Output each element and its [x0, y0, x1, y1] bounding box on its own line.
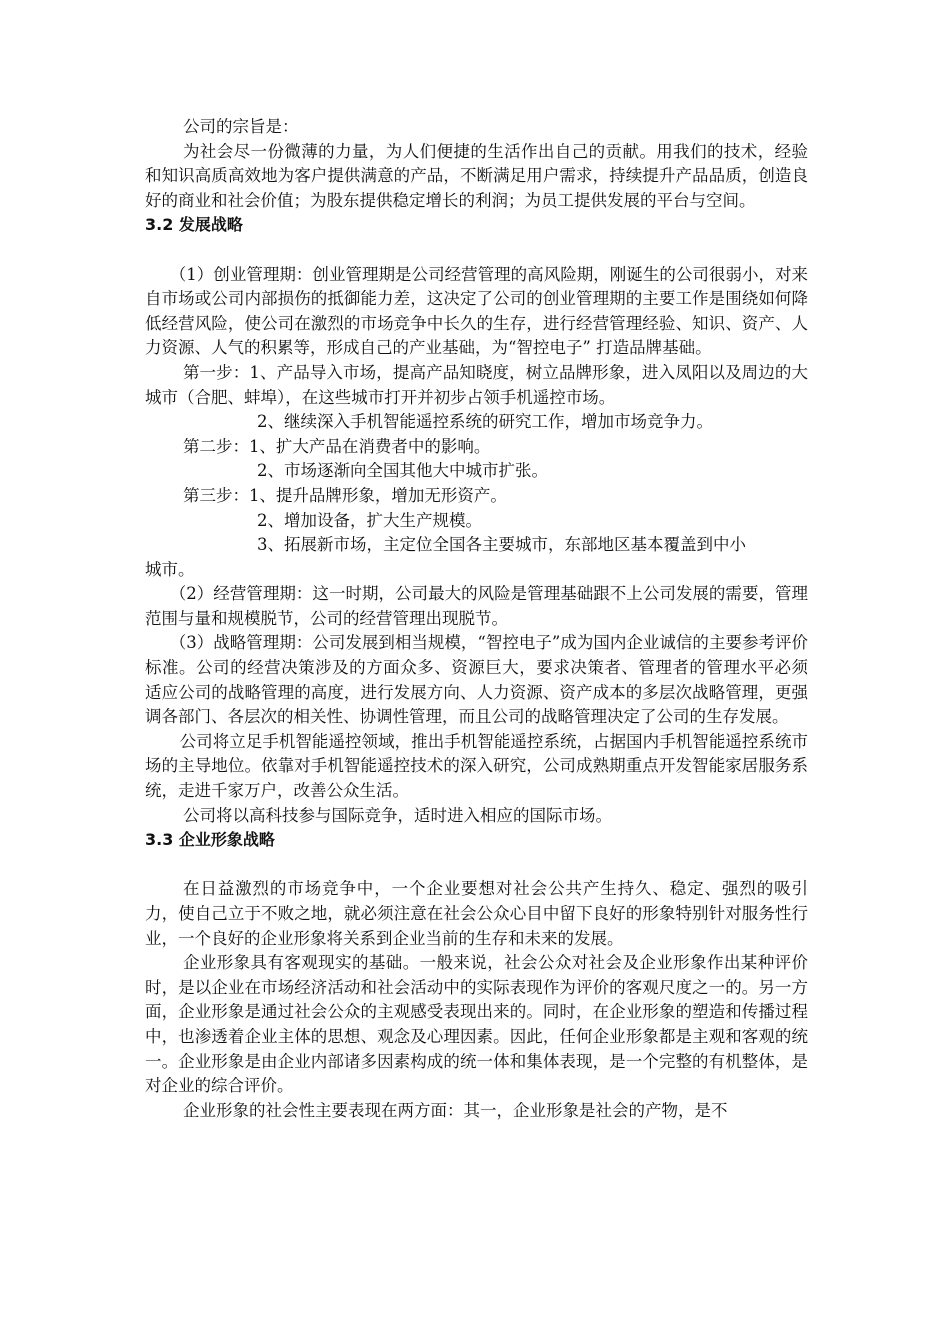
- paragraph-market-focus: 公司将立足手机智能遥控领域，推出手机智能遥控系统，占据国内手机智能遥控系统市场的主导地位。依靠对手机智能遥控技术的深入研究，公司成熟期重点开发智能家居服务系统，走进千家万户，改善公众生活。: [145, 731, 808, 801]
- step-2-item-2: 2、市场逐渐向全国其他大中城市扩张。: [257, 461, 548, 481]
- spacer: [145, 238, 808, 263]
- paragraph-startup-phase: （1）创业管理期：创业管理期是公司经营管理的高风险期，刚诞生的公司很弱小，对来自市场或公司内部损伤的抵御能力差，这决定了公司的创业管理期的主要工作是围绕如何降低经营风险，使公司在激烈的市场竞争中长久的生存，进行经营管理经验、知识、资产、人力资源、人气的积累等，形成自己的产业基础，为“智控电子” 打造品牌基础。: [145, 264, 808, 358]
- section-heading-3-3: 3.3 企业形象战略: [145, 830, 275, 850]
- paragraph-image-basis: 企业形象具有客观现实的基础。一般来说，社会公众对社会及企业形象作出某种评价时，是以企业在市场经济活动和社会活动中的实际表现作为评价的客观尺度之一的。另一方面，企业形象是通过社会公众的主观感受表现出来的。同时，在企业形象的塑造和传播过程中，也渗透着企业主体的思想、观念及心理因素。因此，任何企业形象都是主观和客观的统一。企业形象是由企业内部诸多因素构成的统一体和集体表现，是一个完整的有机整体，是对企业的综合评价。: [145, 953, 808, 1096]
- mission-label: 公司的宗旨是：: [182, 117, 299, 136]
- step-2-item-1: 第二步：1、扩大产品在消费者中的影响。: [182, 436, 491, 456]
- step-3-item-3: 3、拓展新市场，主定位全国各主要城市，东部地区基本覆盖到中小: [257, 535, 746, 555]
- step-3-item-3-continued: 城市。: [145, 559, 195, 579]
- mission-paragraph: 为社会尽一份微薄的力量，为人们便捷的生活作出自己的贡献。用我们的技术，经验和知识高质高效地为客户提供满意的产品，不断满足用户需求，持续提升产品品质，创造良好的商业和社会价值；为股东提供稳定增长的利润；为员工提供发展的平台与空间。: [145, 141, 808, 210]
- step-1-item-1: 第一步：1、产品导入市场，提高产品知晓度，树立品牌形象，进入凤阳以及周边的大城市（合肥、蚌埠），在这些城市打开并初步占领手机遥控市场。: [145, 362, 808, 407]
- section-heading-3-2: 3.2 发展战略: [145, 215, 243, 235]
- paragraph-operation-phase: （2）经营管理期：这一时期，公司最大的风险是管理基础跟不上公司发展的需要，管理范围与量和规模脱节，公司的经营管理出现脱节。: [145, 584, 808, 628]
- spacer: [145, 853, 808, 878]
- step-1-item-2: 2、继续深入手机智能遥控系统的研究工作，增加市场竞争力。: [257, 412, 713, 432]
- paragraph-image-social: 企业形象的社会性主要表现在两方面：其一，企业形象是社会的产物，是不: [182, 1100, 728, 1120]
- step-3-item-1: 第三步：1、提升品牌形象，增加无形资产。: [182, 485, 507, 505]
- paragraph-strategy-phase: （3）战略管理期：公司发展到相当规模，“智控电子”成为国内企业诚信的主要参考评价标准。公司的经营决策涉及的方面众多、资源巨大，要求决策者、管理者的管理水平必须 适应公司的战略管理的高度，进行发展方向、人力资源、资产成本的多层次战略管理，更强调各部门、各层次的相关性、协调性管理，而且公司的战略管理决定了公司的生存发展。: [145, 633, 808, 727]
- step-3-item-2: 2、增加设备，扩大生产规模。: [257, 510, 482, 530]
- paragraph-image-importance: 在日益激烈的市场竞争中，一个企业要想对社会公共产生持久、稳定、强烈的吸引力，使自己立于不败之地，就必须注意在社会公众心目中留下良好的形象特别针对服务性行业，一个良好的企业形象将关系到企业当前的生存和未来的发展。: [145, 879, 808, 948]
- paragraph-international: 公司将以高科技参与国际竞争，适时进入相应的国际市场。: [182, 805, 612, 825]
- document-page: [145, 115, 808, 1123]
